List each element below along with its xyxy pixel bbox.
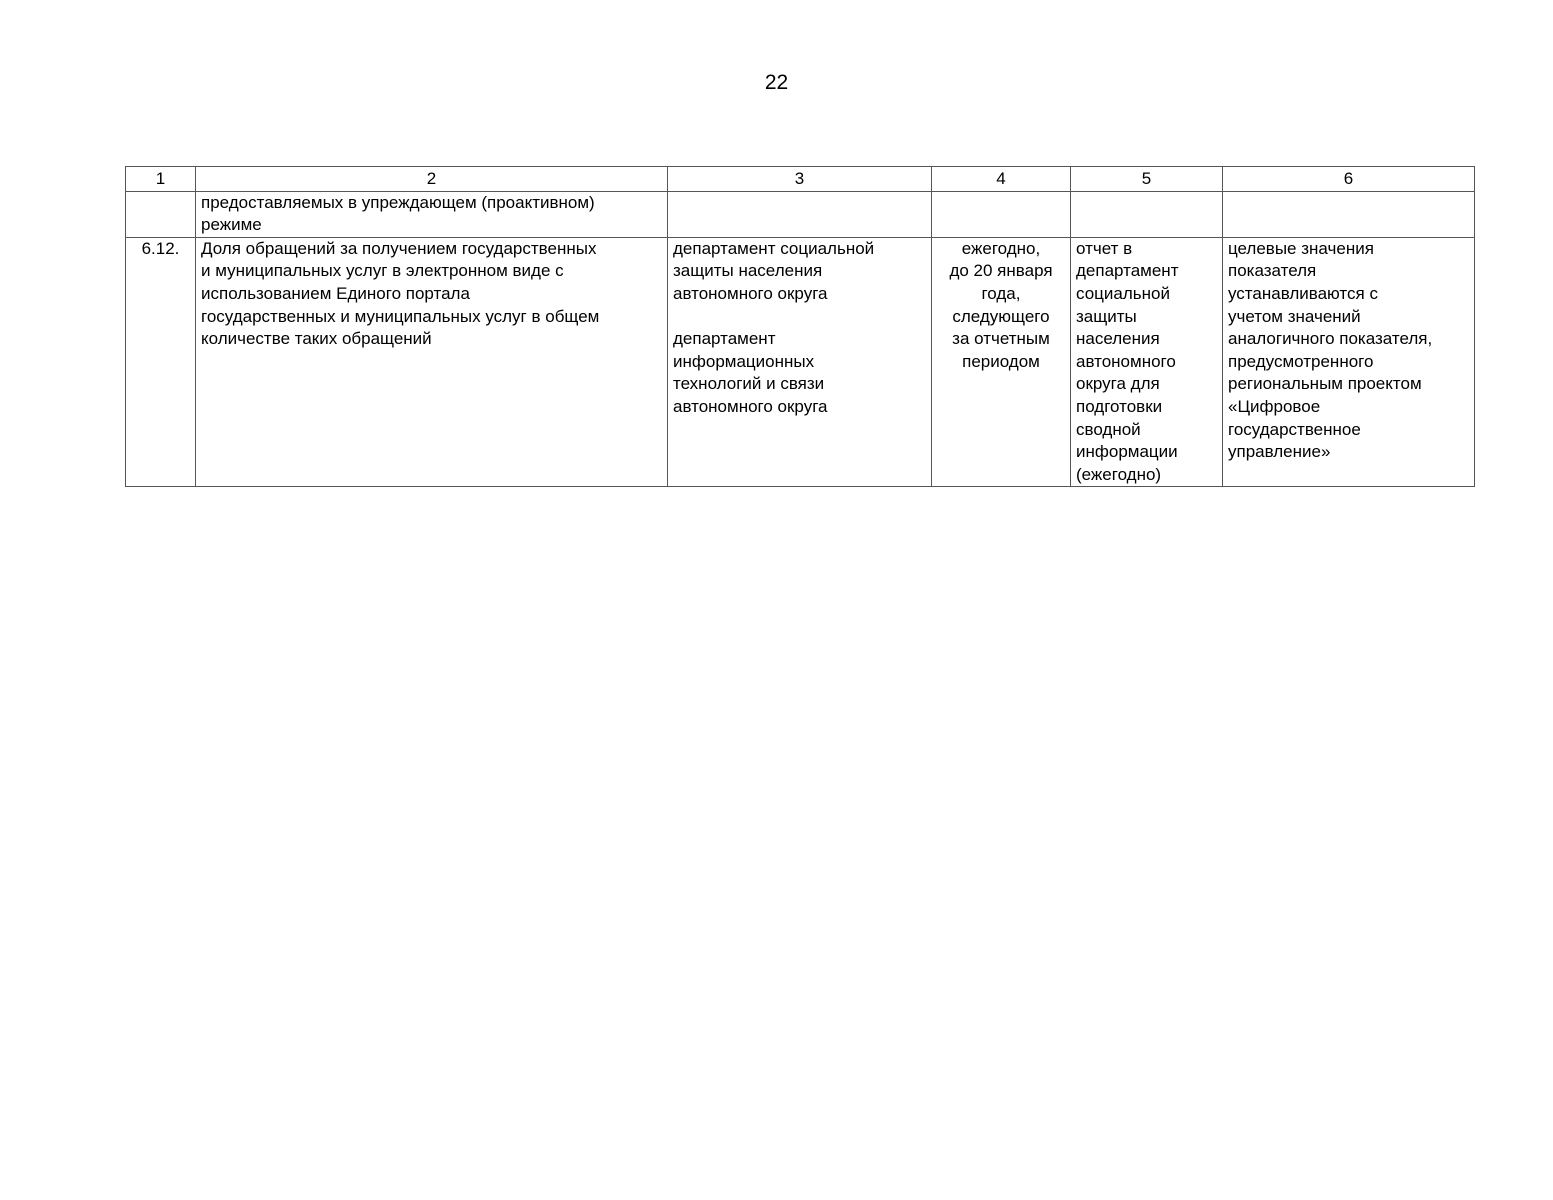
column-number-6: 6 (1223, 167, 1475, 192)
continuation-col3 (668, 191, 932, 237)
continuation-col4 (932, 191, 1071, 237)
column-number-5: 5 (1071, 167, 1223, 192)
continuation-col6 (1223, 191, 1475, 237)
column-number-2: 2 (196, 167, 668, 192)
indicators-table (125, 166, 1475, 487)
column-number-3: 3 (668, 167, 932, 192)
deadline: ежегодно, до 20 января года, следующего за отчетным периодом (932, 237, 1071, 487)
column-number-1: 1 (126, 167, 196, 192)
column-number-row (126, 167, 1475, 192)
row-number: 6.12. (126, 237, 196, 487)
table-row-continuation (126, 191, 1475, 237)
continuation-col5 (1071, 191, 1223, 237)
indicator-text: Доля обращений за получением государственных и муниципальных услуг в электронном виде с использованием Единого портала государственных и муниципальных услуг в общем количестве таких обращений (196, 237, 668, 487)
report-form: отчет в департамент социальной защиты населения автономного округа для подготовки сводной информации (ежегодно) (1071, 237, 1223, 487)
target-values: целевые значения показателя устанавливаются с учетом значений аналогичного показателя, предусмотренного региональным проектом «Цифровое государственное управление» (1223, 237, 1475, 487)
column-number-4: 4 (932, 167, 1071, 192)
responsible-departments: департамент социальной защиты населения автономного округа департамент информационных технологий и связи автономного округа (668, 237, 932, 487)
table-row-6-12 (126, 237, 1475, 487)
continuation-col1 (126, 191, 196, 237)
page-number: 22 (764, 71, 789, 94)
continuation-indicator-text: предоставляемых в упреждающем (проактивном) режиме (196, 191, 668, 237)
